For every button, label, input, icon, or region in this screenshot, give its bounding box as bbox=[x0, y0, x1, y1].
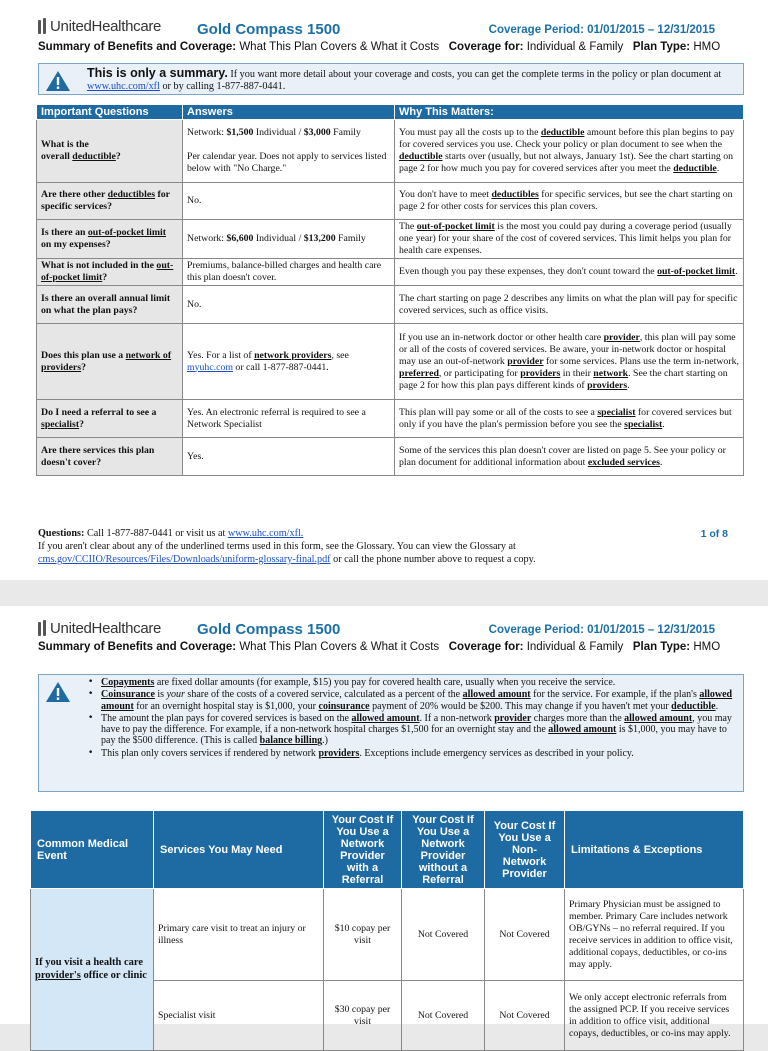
service-cell: Primary care visit to treat an injury or illness bbox=[154, 889, 324, 981]
coverage-for-label: Coverage for: bbox=[448, 41, 524, 53]
question-cell: Are there other deductibles for specific services? bbox=[37, 183, 183, 220]
plan-type-value: HMO bbox=[693, 41, 721, 53]
answer-cell: Premiums, balance-billed charges and health care this plan doesn't cover. bbox=[183, 259, 395, 286]
cost-terms-notice bbox=[38, 674, 744, 792]
col-header-event: Common Medical Event bbox=[31, 811, 154, 889]
plan-name: Gold Compass 1500 bbox=[197, 621, 341, 638]
term-network-of-providers[interactable]: network of providers bbox=[41, 349, 172, 373]
why-cell: This plan will pay some or all of the costs to see a specialist for covered services but only if you have the plan's permission before you see the specialist. bbox=[395, 400, 744, 438]
glossary-text-2: or call the phone number above to request a copy. bbox=[333, 554, 536, 565]
why-cell: You don't have to meet deductibles for specific services, but see the chart starting on page 2 for other costs for services this plan covers. bbox=[395, 183, 744, 220]
table-row bbox=[37, 400, 744, 438]
cost-with-referral-cell: $10 copay per visit bbox=[324, 889, 402, 981]
cost-without-referral-cell: Not Covered bbox=[402, 981, 485, 1051]
cost-non-network-cell: Not Covered bbox=[485, 981, 565, 1051]
why-cell: If you use an in-network doctor or other health care provider, this plan will pay some or all of the costs of covered services. Be aware, your in-network doctor or hospital may use an out-of-network provider for some services. Plans use the term in-network, preferred, or participating for providers in their network. See the chart starting on page 2 for how this plan pays different kinds of providers. bbox=[395, 324, 744, 400]
questions-text: Call 1-877-887-0441 or visit us at bbox=[86, 528, 226, 539]
plan-type-label: Plan Type: bbox=[632, 41, 691, 53]
answer-cell: Yes. bbox=[183, 438, 395, 476]
list-item: • The amount the plan pays for covered services is based on the allowed amount. If a non-network provider charges more than the allowed amount, you may have to pay the difference. For example, if a non-network hospital charges $1,500 for an overnight stay and the allowed amount is $1,000, you may have to pay the $500 difference. (This is called balance billing.) bbox=[101, 713, 735, 747]
notice-body: If you want more detail about your coverage and costs, you can get the complete terms in the policy or plan document at bbox=[230, 69, 722, 80]
col-header-services: Services You May Need bbox=[154, 811, 324, 889]
why-cell: You must pay all the costs up to the deductible amount before this plan begins to pay for covered services you use. Check your policy or plan document to see when the deductible starts over (usually, but not always, January 1st). See the chart starting on page 2 for how much you pay for covered services after you meet the deductible. bbox=[395, 120, 744, 183]
coverage-for-label: Coverage for: bbox=[448, 641, 524, 653]
coverage-period: Coverage Period: 01/01/2015 – 12/31/2015 bbox=[488, 24, 715, 36]
col-header-why: Why This Matters: bbox=[395, 105, 744, 120]
table-row bbox=[37, 286, 744, 324]
plan-type-value: HMO bbox=[693, 641, 721, 653]
summary-subheader bbox=[38, 41, 738, 53]
term-copayments[interactable]: Copayments bbox=[101, 677, 155, 688]
coverage-for-value: Individual & Family bbox=[526, 641, 624, 653]
answer-cell: Yes. An electronic referral is required to see a Network Specialist bbox=[183, 400, 395, 438]
logo-text: UnitedHealthcare bbox=[50, 18, 162, 35]
warning-icon bbox=[45, 70, 71, 92]
coverage-period: Coverage Period: 01/01/2015 – 12/31/2015 bbox=[488, 624, 715, 636]
question-cell: Does this plan use a network of providers? bbox=[37, 324, 183, 400]
term-coinsurance[interactable]: Coinsurance bbox=[101, 689, 155, 701]
question-cell: Is there an out-of-pocket limit on my expenses? bbox=[37, 220, 183, 259]
term-deductible[interactable]: deductible bbox=[72, 151, 116, 162]
list-item: • Copayments are fixed dollar amounts (for example, $15) you pay for covered health care, usually when you receive the service. bbox=[101, 677, 735, 688]
cost-terms-list bbox=[101, 677, 735, 760]
footer-uhc-link[interactable]: www.uhc.com/xfl. bbox=[227, 528, 304, 539]
service-cell: Specialist visit bbox=[154, 981, 324, 1051]
answer-cell: Yes. For a list of network providers, see myuhc.com or call 1-877-887-0441. bbox=[183, 324, 395, 400]
question-cell: Are there services this plan doesn't cover? bbox=[37, 438, 183, 476]
important-questions-table bbox=[36, 104, 744, 476]
myuhc-link[interactable]: myuhc.com bbox=[187, 361, 233, 373]
answer-cell: No. bbox=[183, 286, 395, 324]
page-number: 1 of 8 bbox=[700, 528, 728, 540]
glossary-link[interactable]: cms.gov/CCIIO/Resources/Files/Downloads/uniform-glossary-final.pdf bbox=[38, 554, 331, 565]
term-deductibles[interactable]: deductibles bbox=[107, 189, 156, 200]
col-header-non-network: Your Cost If You Use a Non-Network Provider bbox=[485, 811, 565, 889]
medical-event-cell: If you visit a health care provider's office or clinic bbox=[31, 889, 154, 1051]
uhc-logo bbox=[38, 620, 161, 637]
limitations-cell: We only accept electronic referrals from the assigned PCP. If you receive services in addition to office visit, additional copays, deductibles, or co-ins may apply. bbox=[565, 981, 744, 1051]
col-header-questions: Important Questions bbox=[37, 105, 183, 120]
cost-non-network-cell: Not Covered bbox=[485, 889, 565, 981]
sbc-label: Summary of Benefits and Coverage: bbox=[38, 41, 237, 53]
sbc-text: What This Plan Covers & What it Costs bbox=[239, 41, 440, 53]
table-row bbox=[37, 120, 744, 183]
answer-cell: Network: $1,500 Individual / $3,000 Family Per calendar year. Does not apply to services listed below with "No Charge." bbox=[183, 120, 395, 183]
why-cell: The chart starting on page 2 describes any limits on what the plan will pay for specific covered services, such as office visits. bbox=[395, 286, 744, 324]
table-row bbox=[31, 889, 744, 981]
answer-cell: No. bbox=[183, 183, 395, 220]
term-oop-limit-2[interactable]: out-of-pocket limit bbox=[41, 260, 174, 283]
table-row bbox=[37, 324, 744, 400]
plan-name: Gold Compass 1500 bbox=[197, 21, 341, 38]
sbc-label: Summary of Benefits and Coverage: bbox=[38, 641, 237, 653]
notice-phone: or by calling 1-877-887-0441. bbox=[162, 81, 286, 92]
why-cell: The out-of-pocket limit is the most you could pay during a coverage period (usually one year) for your share of the cost of covered services. This limit helps you plan for health care expenses. bbox=[395, 220, 744, 259]
logo-mark-icon bbox=[38, 20, 46, 34]
table-header-row bbox=[31, 811, 744, 889]
page-footer bbox=[38, 527, 738, 566]
benefits-table bbox=[30, 810, 744, 1051]
coverage-for-value: Individual & Family bbox=[526, 41, 624, 53]
cost-with-referral-cell: $30 copay per visit bbox=[324, 981, 402, 1051]
col-header-answers: Answers bbox=[183, 105, 395, 120]
logo-mark-icon bbox=[38, 622, 46, 636]
question-cell: What is not included in the out-of-pocket limit? bbox=[37, 259, 183, 286]
question-cell: Do I need a referral to see a specialist? bbox=[37, 400, 183, 438]
sbc-text: What This Plan Covers & What it Costs bbox=[239, 641, 440, 653]
page-2 bbox=[0, 606, 768, 1039]
glossary-text: If you aren't clear about any of the underlined terms used in this form, see the Glossary. You can view the Glossary at bbox=[38, 541, 516, 552]
table-row bbox=[37, 183, 744, 220]
table-row bbox=[37, 220, 744, 259]
warning-icon bbox=[45, 681, 71, 703]
table-row bbox=[37, 438, 744, 476]
uhc-logo bbox=[38, 18, 161, 35]
summary-notice bbox=[38, 63, 744, 95]
question-cell: What is the overall deductible? bbox=[37, 120, 183, 183]
notice-text bbox=[87, 67, 737, 93]
logo-text: UnitedHealthcare bbox=[50, 620, 162, 637]
questions-label: Questions: bbox=[38, 528, 85, 539]
limitations-cell: Primary Physician must be assigned to member. Primary Care includes network OB/GYNs – no referral required. If you receive services in addition to office visit, additional copays, deductibles, or co-ins may apply. bbox=[565, 889, 744, 981]
term-oop-limit[interactable]: out-of-pocket limit bbox=[87, 227, 166, 238]
table-row bbox=[37, 259, 744, 286]
col-header-network-without-referral: Your Cost If You Use a Network Provider without a Referral bbox=[402, 811, 485, 889]
col-header-network-with-referral: Your Cost If You Use a Network Provider with a Referral bbox=[324, 811, 402, 889]
plan-type-label: Plan Type: bbox=[632, 641, 691, 653]
list-item: • This plan only covers services if rendered by network providers. Exceptions include emergency services as described in your policy. bbox=[101, 748, 735, 759]
col-header-limitations: Limitations & Exceptions bbox=[565, 811, 744, 889]
notice-link[interactable]: www.uhc.com/xfl bbox=[87, 81, 160, 92]
cost-without-referral-cell: Not Covered bbox=[402, 889, 485, 981]
list-item: • Coinsurance is your share of the costs of a covered service, calculated as a percent of the allowed amount for the service. For example, if the plan's allowed amount for an overnight hospital stay is $1,000, your coinsurance payment of 20% would be $200. This may change if you haven't met your deductible. bbox=[101, 689, 735, 712]
question-cell: Is there an overall annual limit on what the plan pays? bbox=[37, 286, 183, 324]
why-cell: Even though you pay these expenses, they don't count toward the out-of-pocket limit. bbox=[395, 259, 744, 286]
term-specialist[interactable]: specialist bbox=[41, 418, 80, 430]
notice-title: This is only a summary. bbox=[87, 66, 228, 80]
table-header-row bbox=[37, 105, 744, 120]
why-cell: Some of the services this plan doesn't cover are listed on page 5. See your policy or plan document for additional information about excluded services. bbox=[395, 438, 744, 476]
answer-cell: Network: $6,600 Individual / $13,200 Family bbox=[183, 220, 395, 259]
summary-subheader bbox=[38, 641, 738, 653]
